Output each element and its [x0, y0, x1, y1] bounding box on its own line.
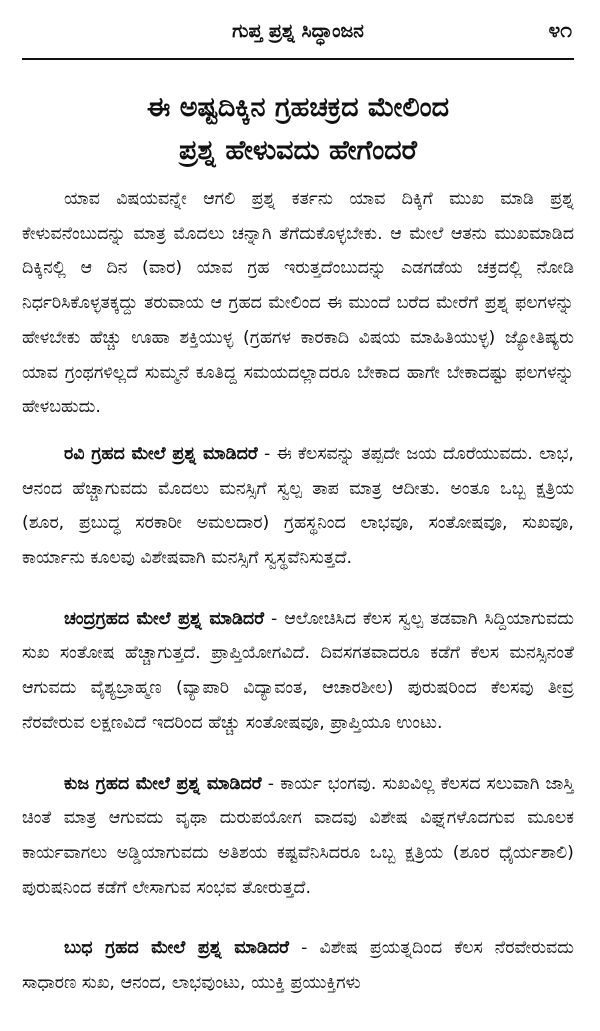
section-heading-budha: ಬುಧ ಗ್ರಹದ ಮೇಲೆ ಪ್ರಶ್ನ ಮಾಡಿದರೆ — [64, 938, 290, 959]
section-text-ravi: ಈ ಕೆಲಸವನ್ನು ತಪ್ಪದೇ ಜಯ ದೊರೆಯುವದು. ಲಾಭ, ಆನಂದ ಹೆಚ್ಚಾಗುವದು ಮೊದಲು ಮನಸ್ಸಿಗೆ ಸ್ವಲ್ಪ ತಾಪ ಮಾತ್ರ ಆದೀತು. ಅಂತೂ ಒಬ್ಬ ಕ್ಷತ್ರಿಯ (ಶೂರ, ಪ್ರಬುದ್ಧ ಸರಕಾರೀ ಅಮಲದಾರ) ಗ್ರಹಸ್ಥನಿಂದ ಲಾಭವೂ, ಸಂತೋಷವೂ, ಸುಖವೂ, ಕಾರ್ಯಾನು ಕೂಲವು ವಿಶೇಷವಾಗಿ ಮನಸ್ಸಿಗೆ ಸ್ವಸ್ಥವೆನಿಸುತ್ತದೆ. — [22, 443, 574, 569]
heading-separator: - — [257, 443, 277, 464]
intro-paragraph: ಯಾವ ವಿಷಯವನ್ನೇ ಆಗಲಿ ಪ್ರಶ್ನ ಕರ್ತನು ಯಾವ ದಿಕ್ಕಿಗೆ ಮುಖ ಮಾಡಿ ಪ್ರಶ್ನ ಕೇಳುವನೆಂಬುದನ್ನು ಮಾತ್ರ ಮೊದಲು ಚನ್ನಾಗಿ ತೆಗೆದುಕೊಳ್ಳಬೇಕು. ಆ ಮೇಲೆ ಆತನು ಮುಖಮಾಡಿದ ದಿಕ್ಕಿನಲ್ಲಿ ಆ ದಿನ (ವಾರ) ಯಾವ ಗ್ರಹ ಇರುತ್ತದೆಂಬುದನ್ನು ಎಡಗಡೆಯ ಚಕ್ರದಲ್ಲಿ ನೋಡಿ ನಿರ್ಧರಿಸಿಕೊಳ್ಳತಕ್ಕದ್ದು ತರುವಾಯ ಆ ಗ್ರಹದ ಮೇಲಿಂದ ಈ ಮುಂದೆ ಬರೆದ ಮೇರೆಗೆ ಪ್ರಶ್ನ ಫಲಗಳನ್ನು ಹೇಳಬೇಕು ಹೆಚ್ಚು ಊಹಾ ಶಕ್ತಿಯುಳ್ಳ (ಗ್ರಹಗಳ ಕಾರಕಾದಿ ವಿಷಯ ಮಾಹಿತಿಯುಳ್ಳ) ಜ್ಯೋತಿಷ್ಯರು ಯಾವ ಗ್ರಂಥಗಳಿಲ್ಲದೆ ಸುಮ್ಮನೆ ಕೂತಿದ್ದ ಸಮಯದಲ್ಲಾದರೂ ಬೇಕಾದ ಹಾಗೇ ಬೇಕಾದಷ್ಟು ಫಲಗಳನ್ನು ಹೇಳಬಹುದು. — [22, 189, 574, 418]
section-text-budha: ವಿಶೇಷ ಪ್ರಯತ್ನದಿಂದ ಕೆಲಸ ನೆರವೇರುವದು ಸಾಧಾರಣ ಸುಖ, ಆನಂದ, ಲಾಭವುಂಟು, ಯುಕ್ತಿ ಪ್ರಯುಕ್ತಿಗಳು — [22, 938, 575, 994]
running-title: ಗುಪ್ತ ಪ್ರಶ್ನ ಸಿದ್ಧಾಂಜನ — [232, 20, 364, 42]
running-header — [22, 0, 574, 60]
section-heading-ravi: ರವಿ ಗ್ರಹದ ಮೇಲೆ ಪ್ರಶ್ನ ಮಾಡಿದರೆ — [64, 443, 258, 464]
chapter-title — [22, 86, 574, 172]
section-budha — [22, 931, 574, 1000]
section-heading-kuja: ಕುಜ ಗ್ರಹದ ಮೇಲೆ ಪ್ರಶ್ನ ಮಾಡಿದರೆ — [64, 773, 262, 794]
section-chandra — [22, 602, 574, 741]
page-number: ೪೧ — [548, 18, 572, 42]
section-text-chandra: ಆಲೋಚಿಸಿದ ಕೆಲಸ ಸ್ವಲ್ಪ ತಡವಾಗಿ ಸಿದ್ದಿಯಾಗುವದು ಸುಖ ಸಂತೋಷ ಹೆಚ್ಚಾಗುತ್ತದೆ. ಪ್ರಾಪ್ತಿಯೋಗವಿದೆ. ದಿವಸಗತವಾದರೂ ಕಡೆಗೆ ಕೆಲಸ ಮನಸ್ಸಿನಂತೆ ಆಗುವದು ವೈಶ್ಯಬ್ರಾಹ್ಮಣ (ವ್ಯಾಪಾರಿ ವಿದ್ಯಾವಂತ, ಆಚಾರಶೀಲ) ಪುರುಷರಿಂದ ಕೆಲಸವು ತೀವ್ರ ನೆರವೇರುವ ಲಕ್ಷಣವಿದೆ ಇದರಿಂದ ಹೆಚ್ಚು ಸಂತೋಷವೂ, ಪ್ರಾಪ್ತಿಯೂ ಉಂಟು. — [22, 608, 574, 733]
section-kuja — [22, 767, 574, 906]
section-ravi — [22, 437, 574, 576]
chapter-title-line-2: ಪ್ರಶ್ನ ಹೇಳುವದು ಹೇಗೆಂದರೆ — [179, 135, 417, 166]
section-heading-chandra: ಚಂದ್ರಗ್ರಹದ ಮೇಲೆ ಪ್ರಶ್ನ ಮಾಡಿದರೆ — [64, 608, 265, 629]
heading-separator: - — [264, 608, 285, 629]
heading-separator: - — [261, 773, 281, 794]
chapter-title-line-1: ಈ ಅಷ್ಟದಿಕ್ಕಿನ ಗ್ರಹಚಕ್ರದ ಮೇಲಿಂದ — [146, 92, 450, 123]
section-text-kuja: ಕಾರ್ಯ ಭಂಗವು. ಸುಖವಿಲ್ಲ ಕೆಲಸದ ಸಲುವಾಗಿ ಜಾಸ್ತಿ ಚಿಂತೆ ಮಾತ್ರ ಆಗುವದು ವೃಥಾ ದುರುಪಯೋಗ ವಾದವು ವಿಶೇಷ ವಿಘ್ನಗಳೊದಗುವ ಮೂಲಕ ಕಾರ್ಯವಾಗಲು ಅಡ್ಡಿಯಾಗುವದು ಅತಿಶಯ ಕಷ್ಟವೆನಿಸಿದರೂ ಒಬ್ಬ ಕ್ಷತ್ರಿಯ (ಶೂರ ಧೈರ್ಯಶಾಲಿ) ಪುರುಷನಿಂದ ಕಡೆಗೆ ಲೇಸಾಗುವ ಸಂಭವ ತೋರುತ್ತದೆ. — [22, 773, 575, 898]
heading-separator: - — [289, 938, 320, 959]
